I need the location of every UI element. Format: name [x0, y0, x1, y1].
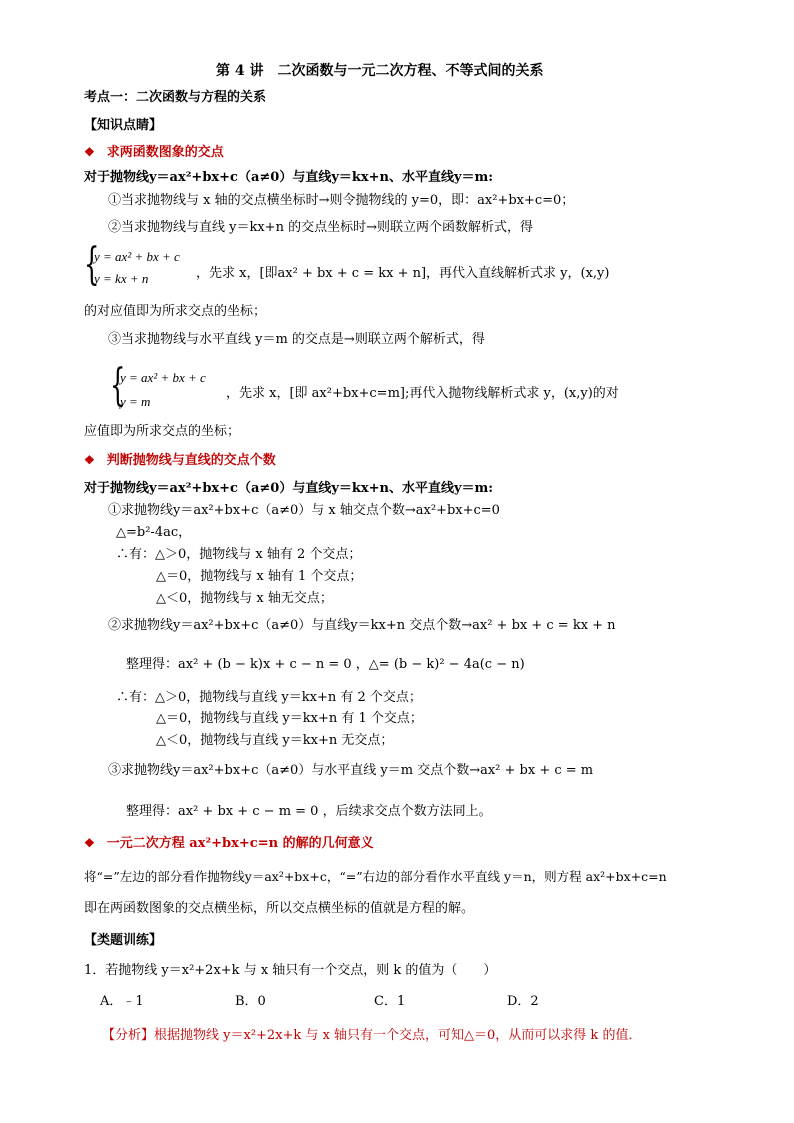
option-d: D．2	[507, 994, 539, 1009]
sys1-tail: ，先求 x，[即ax² + bx + c = kx + n]，再代入直线解析式求 y，(x,y)	[196, 266, 610, 281]
diamond-bullet-icon: ❖	[84, 453, 95, 467]
analysis	[102, 1028, 641, 1044]
section-heading-2: ❖ 判断抛物线与直线的交点个数	[84, 453, 276, 468]
sec1-point-3-cont: 应值即为所求交点的坐标；	[84, 424, 241, 439]
left-brace-icon: {	[84, 239, 100, 290]
sec1-point-1: ①当求抛物线与 x 轴的交点横坐标时→则令抛物线的 y=0，即：ax²+bx+c=0；	[108, 193, 575, 208]
kaodian-heading: 考点一：二次函数与方程的关系	[84, 90, 267, 105]
sec2-intro: 对于抛物线y＝ax²+bx+c（a≠0）与直线y＝kx+n、水平直线y＝m:	[84, 481, 494, 496]
case-3-zhengli: 整理得：ax² + bx + c − m = 0 ，后续求交点个数方法同上。	[126, 804, 492, 819]
equation-system-1: { y = ax² + bx + c y = kx + n	[84, 239, 180, 290]
diamond-bullet-icon: ❖	[84, 836, 95, 850]
case-1-result-1: ∴有：△＞0，抛物线与 x 轴有 2 个交点；	[116, 547, 362, 562]
sec1-point-2: ②当求抛物线与直线 y＝kx+n 的交点坐标时→则联立两个函数解析式，得	[108, 220, 533, 235]
case-2-zhengli: 整理得：ax² + (b − k)x + c − n = 0 ，△= (b − k)² − 4a(c − n)	[126, 657, 525, 672]
page-title: 第 4 讲 二次函数与一元二次方程、不等式间的关系	[216, 63, 544, 79]
diamond-bullet-icon: ❖	[84, 145, 95, 159]
sec1-point-2-cont: 的对应值即为所求交点的坐标；	[84, 304, 267, 319]
case-1-result-3: △＜0，抛物线与 x 轴无交点；	[156, 591, 333, 606]
section-heading-3: ❖ 一元二次方程 ax²+bx+c=n 的解的几何意义	[84, 836, 374, 851]
equation-system-2: { y = ax² + bx + c y = m	[110, 360, 206, 411]
sec1-point-3: ③当求抛物线与水平直线 y＝m 的交点是→则联立两个解析式，得	[108, 332, 485, 347]
sec1-intro: 对于抛物线y＝ax²+bx+c（a≠0）与直线y＝kx+n、水平直线y＝m:	[84, 170, 494, 185]
question-1-stem: 1．若抛物线 y＝x²+2x+k 与 x 轴只有一个交点，则 k 的值为（ ）	[84, 963, 497, 978]
option-b: B．0	[235, 994, 266, 1009]
analysis-text: 根据抛物线 y＝x²+2x+k 与 x 轴只有一个交点，可知△＝0，从而可以求得 k 的值．	[154, 1028, 642, 1043]
analysis-tag: 【分析】	[102, 1028, 155, 1043]
zhishi-label: 【知识点睛】	[84, 118, 163, 133]
leiti-label: 【类题训练】	[84, 933, 163, 948]
case-2-result-3: △＜0，抛物线与直线 y＝kx+n 无交点；	[156, 733, 394, 748]
case-2-result-1: ∴有：△＞0，抛物线与直线 y＝kx+n 有 2 个交点；	[116, 690, 422, 705]
section-heading-1: ❖ 求两函数图象的交点	[84, 145, 224, 160]
option-a: A．﹣1	[100, 994, 144, 1009]
sys2-tail: ，先求 x，[即 ax²+bx+c=m];再代入抛物线解析式求 y，(x,y)的对	[226, 386, 619, 401]
case-2-result-2: △＝0，抛物线与直线 y＝kx+n 有 1 个交点；	[156, 711, 423, 726]
sec3-line-2: 即在两函数图象的交点横坐标，所以交点横坐标的值就是方程的解。	[84, 901, 475, 916]
case-1-delta: △=b²-4ac，	[116, 525, 192, 540]
case-1: ①求抛物线y＝ax²+bx+c（a≠0）与 x 轴交点个数→ax²+bx+c=0	[108, 503, 500, 518]
case-1-result-2: △＝0，抛物线与 x 轴有 1 个交点；	[156, 569, 363, 584]
case-2: ②求抛物线y＝ax²+bx+c（a≠0）与直线y＝kx+n 交点个数→ax² + bx + c = kx + n	[108, 618, 616, 633]
sec3-line-1: 将“=”左边的部分看作抛物线y＝ax²+bx+c，“=”右边的部分看作水平直线 y＝n，则方程 ax²+bx+c=n	[84, 869, 667, 884]
option-c: C．1	[374, 994, 406, 1009]
case-3: ③求抛物线y＝ax²+bx+c（a≠0）与水平直线 y＝m 交点个数→ax² + bx + c = m	[108, 763, 594, 778]
left-brace-icon: {	[110, 360, 126, 411]
